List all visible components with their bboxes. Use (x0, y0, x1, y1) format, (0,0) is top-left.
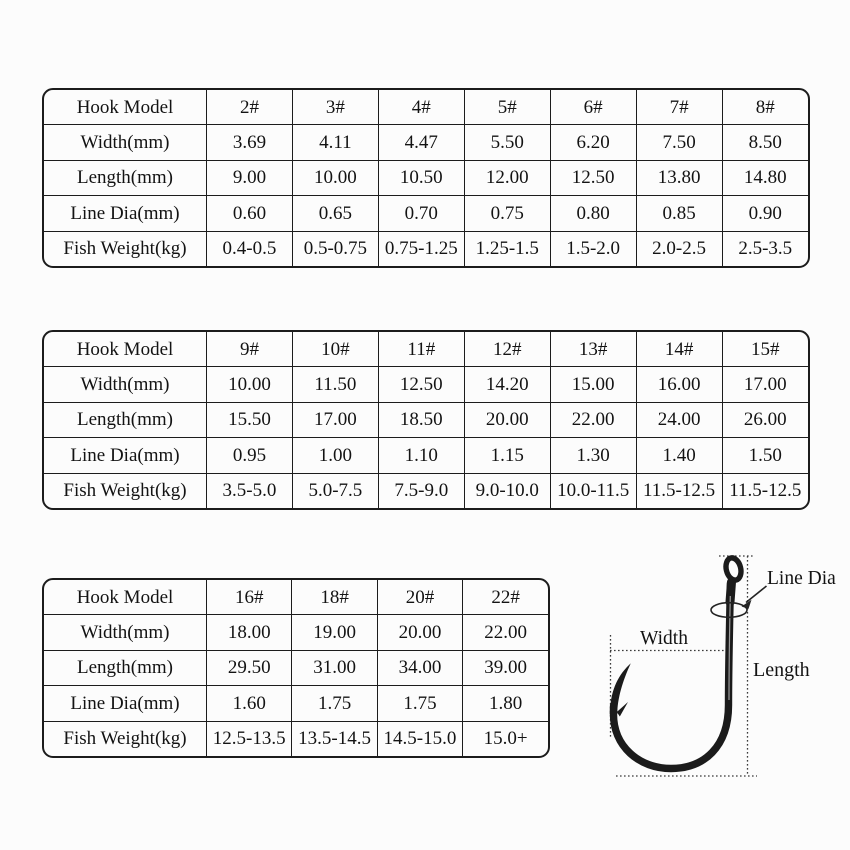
spec-value-cell: 1.40 (636, 438, 722, 474)
row-label: Line Dia(mm) (44, 686, 207, 722)
spec-value-cell: 13.80 (636, 160, 722, 196)
hook-model-header-cell: 2# (207, 90, 293, 125)
hook-eye-icon (724, 556, 743, 581)
spec-value-cell: 12.50 (550, 160, 636, 196)
hook-spec-table-small-sizes (42, 88, 810, 268)
row-label: Fish Weight(kg) (44, 721, 207, 756)
row-label: Fish Weight(kg) (44, 231, 207, 266)
spec-value-cell: 3.69 (207, 125, 293, 161)
spec-value-cell: 0.75-1.25 (378, 231, 464, 266)
spec-value-cell: 29.50 (207, 650, 292, 686)
spec-value-cell: 11.5-12.5 (722, 473, 808, 508)
spec-value-cell: 31.00 (292, 650, 377, 686)
hook-model-header-cell: 8# (722, 90, 808, 125)
hook-model-header-cell: 6# (550, 90, 636, 125)
row-label: Width(mm) (44, 615, 207, 651)
spec-value-cell: 6.20 (550, 125, 636, 161)
spec-value-cell: 18.50 (378, 402, 464, 438)
spec-value-cell: 14.80 (722, 160, 808, 196)
spec-value-cell: 19.00 (292, 615, 377, 651)
spec-value-cell: 5.0-7.5 (292, 473, 378, 508)
table-row (44, 721, 548, 756)
hook-model-header-cell: 15# (722, 332, 808, 367)
line-dia-marker-ellipse (711, 603, 747, 618)
hook-model-header-cell: 13# (550, 332, 636, 367)
hook-model-header-cell: 12# (464, 332, 550, 367)
hook-model-header-cell: 9# (207, 332, 293, 367)
hook-model-header-cell: 20# (377, 580, 462, 615)
hook-model-header-cell: 7# (636, 90, 722, 125)
row-label: Line Dia(mm) (44, 438, 207, 474)
row-label: Width(mm) (44, 367, 207, 403)
spec-value-cell: 22.00 (463, 615, 548, 651)
hook-point (610, 663, 631, 714)
hook-model-header-cell: 14# (636, 332, 722, 367)
spec-value-cell: 12.5-13.5 (207, 721, 292, 756)
spec-value-cell: 14.20 (464, 367, 550, 403)
spec-value-cell: 2.0-2.5 (636, 231, 722, 266)
spec-value-cell: 18.00 (207, 615, 292, 651)
spec-value-cell: 0.5-0.75 (292, 231, 378, 266)
spec-value-cell: 12.50 (378, 367, 464, 403)
spec-value-cell: 24.00 (636, 402, 722, 438)
spec-value-cell: 15.50 (207, 402, 293, 438)
spec-value-cell: 1.15 (464, 438, 550, 474)
spec-value-cell: 7.5-9.0 (378, 473, 464, 508)
spec-value-cell: 0.65 (292, 196, 378, 232)
spec-value-cell: 13.5-14.5 (292, 721, 377, 756)
spec-value-cell: 1.75 (377, 686, 462, 722)
hook-barb (617, 702, 628, 717)
spec-value-cell: 3.5-5.0 (207, 473, 293, 508)
row-label: Width(mm) (44, 125, 207, 161)
row-label: Line Dia(mm) (44, 196, 207, 232)
table-row (44, 686, 548, 722)
width-label: Width (640, 628, 688, 649)
table-row (44, 650, 548, 686)
hook-model-header-cell: 4# (378, 90, 464, 125)
line-dia-leader-line (746, 586, 767, 603)
row-label: Length(mm) (44, 650, 207, 686)
table-row (44, 402, 808, 438)
table-row (44, 615, 548, 651)
spec-value-cell: 0.80 (550, 196, 636, 232)
spec-value-cell: 15.00 (550, 367, 636, 403)
spec-value-cell: 1.5-2.0 (550, 231, 636, 266)
hook-model-header-cell: 18# (292, 580, 377, 615)
hook-model-header-cell: 3# (292, 90, 378, 125)
spec-value-cell: 0.70 (378, 196, 464, 232)
hook-spec-table-medium-sizes (42, 330, 810, 510)
spec-value-cell: 1.50 (722, 438, 808, 474)
row-label: Hook Model (44, 90, 207, 125)
spec-value-cell: 20.00 (377, 615, 462, 651)
row-label: Fish Weight(kg) (44, 473, 207, 508)
hook-model-header-cell: 16# (207, 580, 292, 615)
spec-value-cell: 0.4-0.5 (207, 231, 293, 266)
spec-value-cell: 1.10 (378, 438, 464, 474)
table-row (44, 196, 808, 232)
hook-shank-and-bend (613, 583, 730, 769)
hook-model-header-cell: 10# (292, 332, 378, 367)
spec-value-cell: 17.00 (292, 402, 378, 438)
spec-value-cell: 5.50 (464, 125, 550, 161)
line-dia-label: Line Dia (767, 568, 836, 589)
hook-model-header-cell: 11# (378, 332, 464, 367)
spec-value-cell: 10.50 (378, 160, 464, 196)
row-label: Length(mm) (44, 402, 207, 438)
row-label: Hook Model (44, 580, 207, 615)
spec-value-cell: 1.75 (292, 686, 377, 722)
row-label: Length(mm) (44, 160, 207, 196)
hook-spec-table-large-sizes (42, 578, 550, 758)
spec-value-cell: 1.25-1.5 (464, 231, 550, 266)
spec-value-cell: 15.0+ (463, 721, 548, 756)
spec-value-cell: 1.30 (550, 438, 636, 474)
row-label: Hook Model (44, 332, 207, 367)
hook-model-header-cell: 5# (464, 90, 550, 125)
spec-value-cell: 34.00 (377, 650, 462, 686)
table-row (44, 160, 808, 196)
spec-value-cell: 1.60 (207, 686, 292, 722)
table-row (44, 125, 808, 161)
spec-value-cell: 0.60 (207, 196, 293, 232)
spec-value-cell: 7.50 (636, 125, 722, 161)
line-dia-leader-arrowhead (742, 600, 752, 609)
hook-shank-highlight (729, 596, 730, 700)
spec-value-cell: 9.00 (207, 160, 293, 196)
spec-value-cell: 14.5-15.0 (377, 721, 462, 756)
spec-value-cell: 0.90 (722, 196, 808, 232)
table-header-row (44, 332, 808, 367)
spec-value-cell: 39.00 (463, 650, 548, 686)
fishing-hook-illustration (610, 556, 743, 768)
spec-table (44, 580, 548, 756)
spec-value-cell: 20.00 (464, 402, 550, 438)
table-row (44, 367, 808, 403)
table-row (44, 473, 808, 508)
spec-value-cell: 11.50 (292, 367, 378, 403)
table-header-row (44, 580, 548, 615)
spec-value-cell: 10.0-11.5 (550, 473, 636, 508)
spec-value-cell: 1.80 (463, 686, 548, 722)
table-row (44, 231, 808, 266)
hook-knot (730, 582, 732, 602)
spec-value-cell: 4.11 (292, 125, 378, 161)
spec-value-cell: 11.5-12.5 (636, 473, 722, 508)
spec-value-cell: 10.00 (292, 160, 378, 196)
spec-table (44, 90, 808, 266)
hook-model-header-cell: 22# (463, 580, 548, 615)
spec-value-cell: 0.85 (636, 196, 722, 232)
spec-value-cell: 12.00 (464, 160, 550, 196)
spec-value-cell: 16.00 (636, 367, 722, 403)
spec-value-cell: 4.47 (378, 125, 464, 161)
spec-value-cell: 8.50 (722, 125, 808, 161)
spec-value-cell: 10.00 (207, 367, 293, 403)
table-header-row (44, 90, 808, 125)
spec-value-cell: 1.00 (292, 438, 378, 474)
table-row (44, 438, 808, 474)
spec-value-cell: 17.00 (722, 367, 808, 403)
spec-value-cell: 0.95 (207, 438, 293, 474)
spec-value-cell: 26.00 (722, 402, 808, 438)
spec-value-cell: 22.00 (550, 402, 636, 438)
spec-value-cell: 0.75 (464, 196, 550, 232)
spec-table (44, 332, 808, 508)
spec-value-cell: 9.0-10.0 (464, 473, 550, 508)
length-label: Length (753, 659, 810, 681)
spec-value-cell: 2.5-3.5 (722, 231, 808, 266)
